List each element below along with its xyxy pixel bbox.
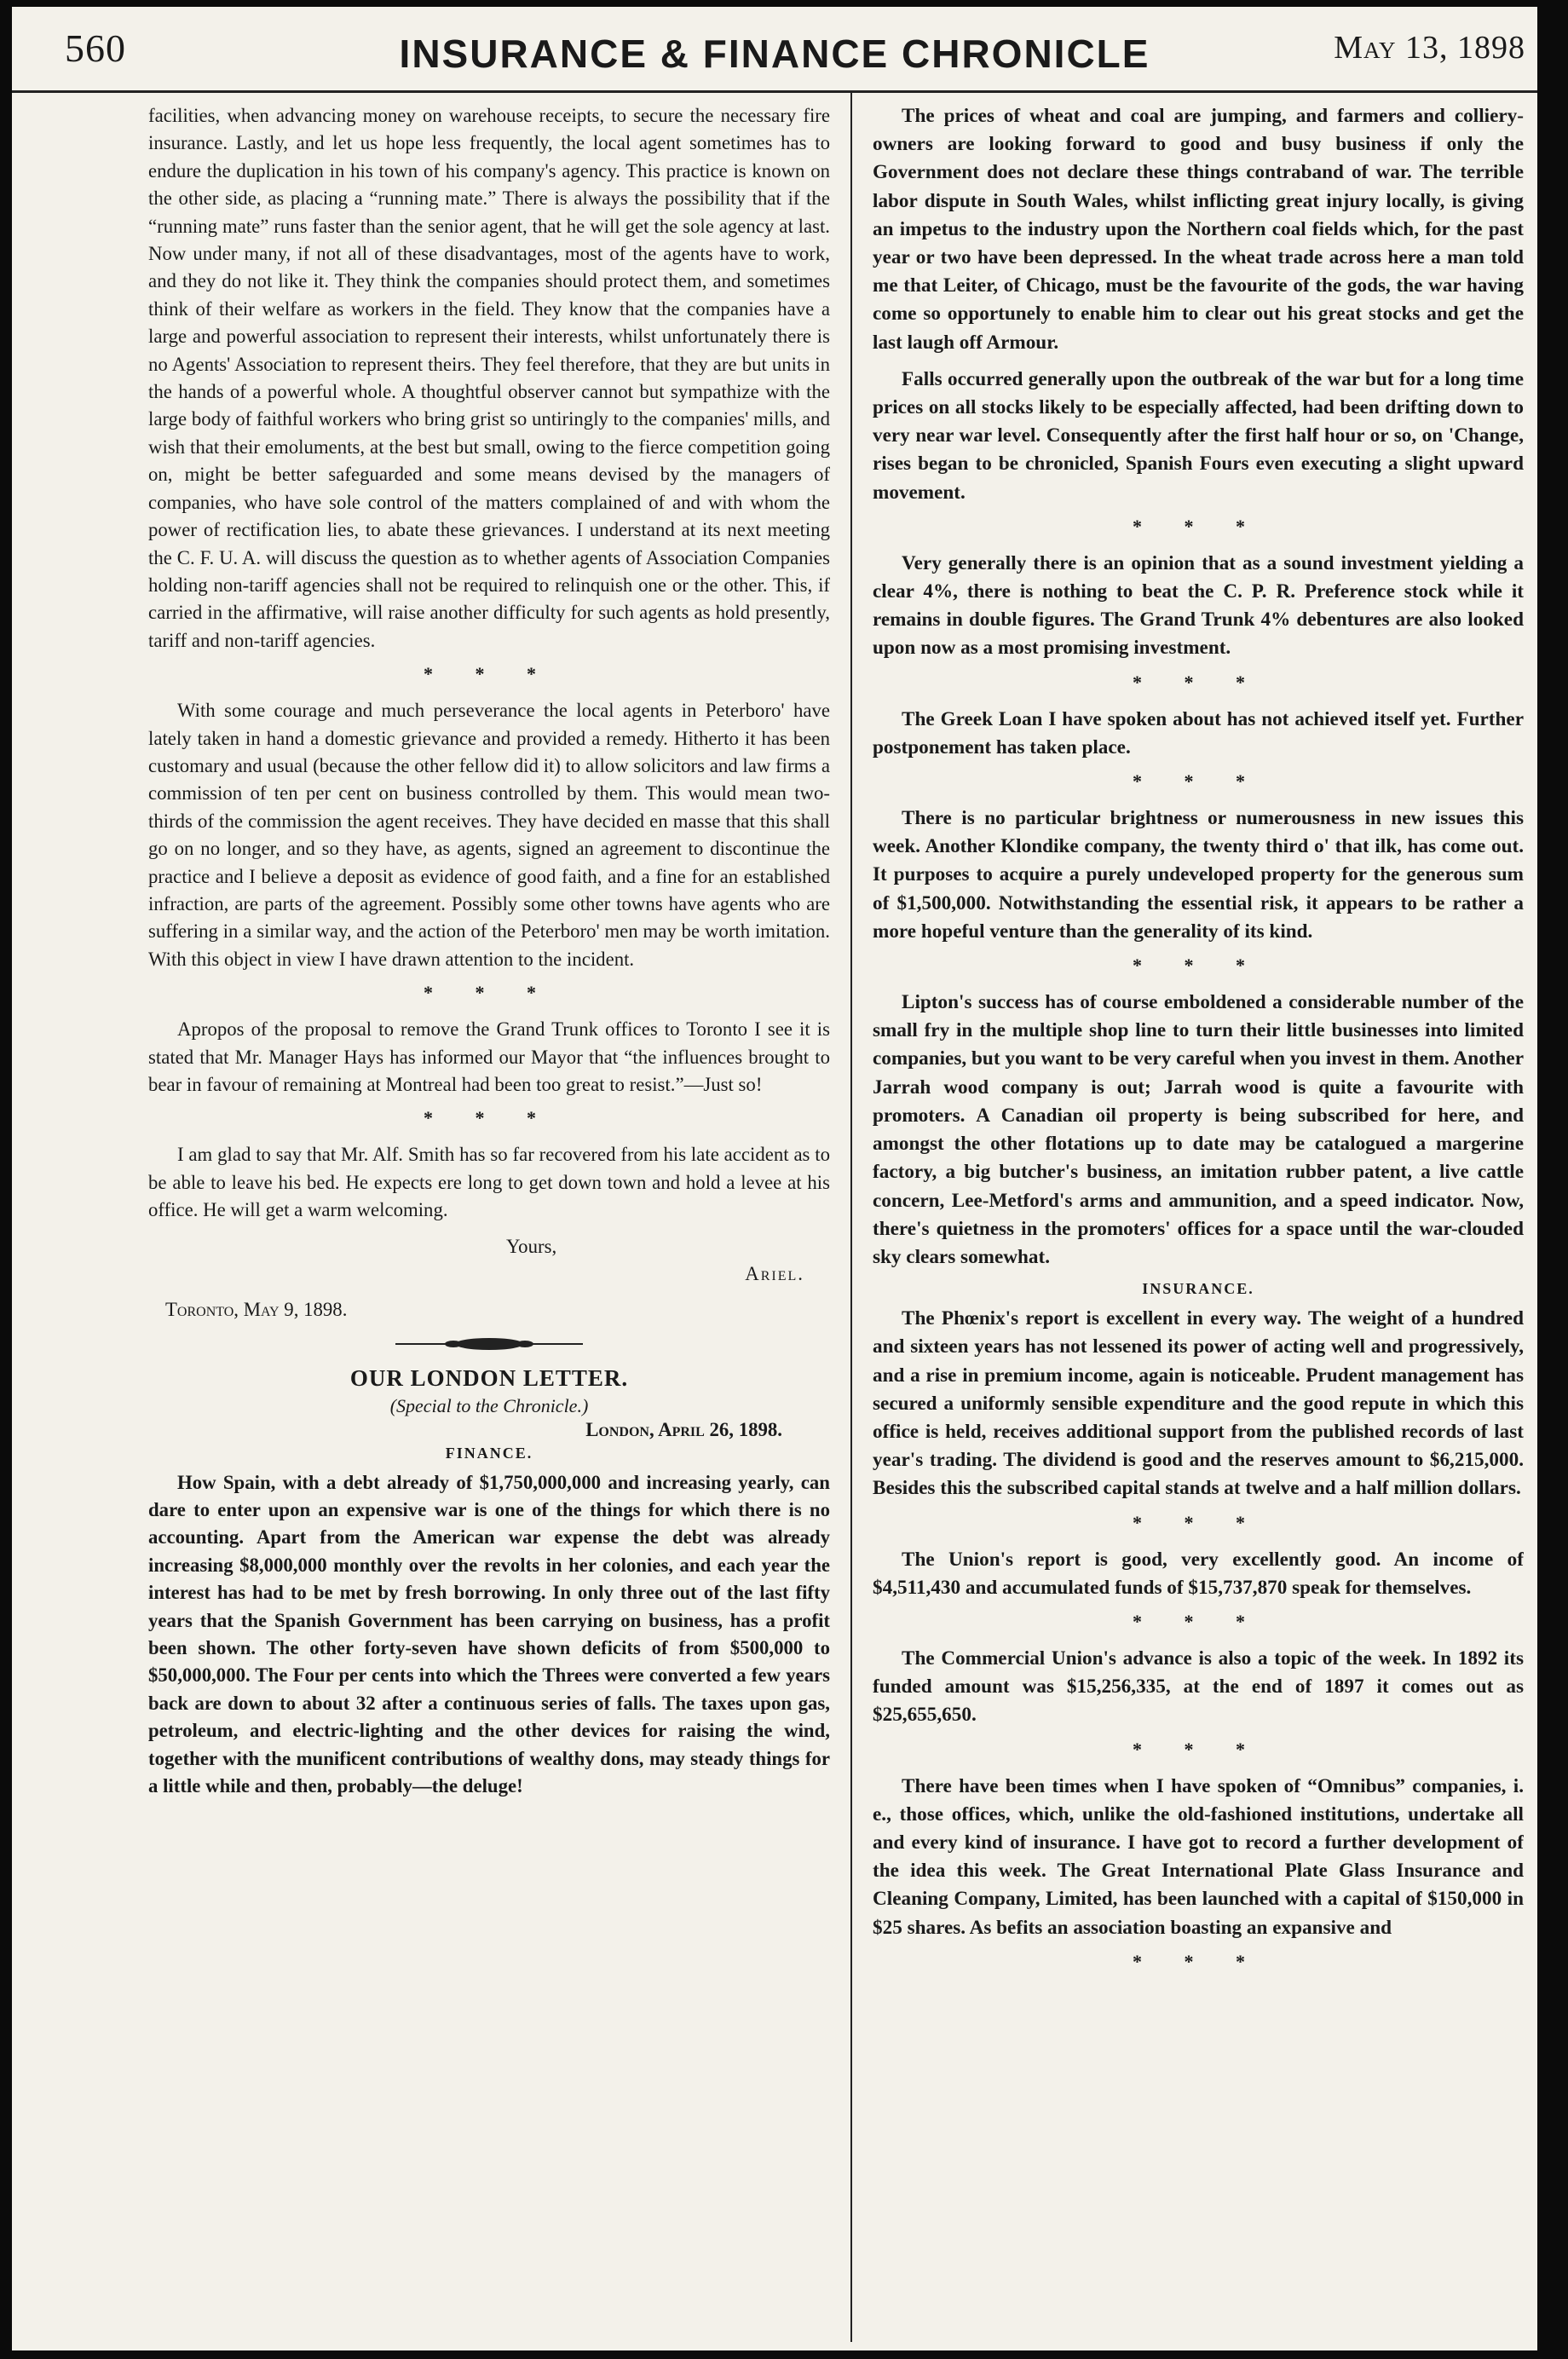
paragraph: Apropos of the proposal to remove the Grand Trunk offices to Toronto I see it is stated that Mr. Manager Hays has informed our Mayor that “the influences brought to bear in favour of remaining at Montreal had been too great to resist.”—Just so! — [148, 1018, 830, 1095]
paragraph: Very generally there is an opinion that as a sound investment yielding a clear 4%, there is nothing to beat the C. P. R. Preference stock while it remains in double figures. The Grand Trunk 4% debentures are also looked upon now as a most promising investment. — [873, 551, 1524, 660]
section-separator: * * * — [1133, 1511, 1264, 1533]
paragraph: The Greek Loan I have spoken about has not achieved itself yet. Further postponement has taken place. — [873, 707, 1524, 758]
subhead-insurance: INSURANCE. — [1142, 1280, 1254, 1298]
paragraph: The Phœnix's report is excellent in every way. The weight of a hundred and sixteen years has not lessened its power of acting well and progressively, and a rise in premium income, again is noticeable. Prudent management has secured a uniformly sensible expenditure and the good repute in which this office is held, receives additional support from the published records of last year's trading. The dividend is good and the reserves amount to $6,215,000. Besides this the subscribed capital stands at twelve and a half million dollars. — [873, 1307, 1524, 1500]
section-separator: * * * — [1133, 1610, 1264, 1632]
section-separator: * * * — [1133, 770, 1264, 793]
newspaper-page — [12, 7, 1537, 2350]
paragraph: How Spain, with a debt already of $1,750,000,000 and increasing yearly, can dare to enter upon an expensive war is one of the things for which there is no accounting. Apart from the American war expense the debt was already increasing $8,000,000 monthly over the revolts in her colonies, and each year the interest has had to be met by fresh borrowing. In only three out of the last fifty years that the Spanish Government has been carrying on business, has a profit been shown. The other forty-seven have shown deficits of from $500,000 to $50,000,000. The Four per cents into which the Threes were converted a few years back are down to about 32 after a continuous series of falls. The taxes upon gas, petroleum, and electric-lighting and the other devices for raising the wind, together with the munificent contributions of wealthy dons, may steady things for a little while and then, probably—the deluge! — [148, 1471, 830, 1797]
right-column — [873, 102, 1524, 2333]
section-separator: * * * — [1133, 515, 1264, 537]
paragraph: The Union's report is good, very excellently good. An income of $4,511,430 and accumulated funds of $15,737,870 speak for themselves. — [873, 1548, 1524, 1599]
section-separator: * * * — [1133, 1738, 1264, 1760]
section-separator: * * * — [1133, 671, 1264, 693]
ornament-divider — [148, 1335, 830, 1357]
paragraph: There is no particular brightness or numerousness in new issues this week. Another Klondike company, the twenty third o' that ilk, has come out. It purposes to acquire a purely undeveloped property for the generous sum of $1,500,000. Notwithstanding the essential risk, it appears to be rather a more hopeful venture than the generality of its kind. — [873, 807, 1524, 943]
place-dateline: London, April 26, 1898. — [585, 1418, 782, 1440]
paragraph: Falls occurred generally upon the outbreak of the war but for a long time prices on all stocks likely to be especially affected, had been drifting down to very near war level. Consequently after the first half hour or so, on 'Change, rises began to be chronicled, Spanish Fours even executing a slight upward movement. — [873, 367, 1524, 504]
section-separator: * * * — [424, 982, 555, 1004]
paragraph: facilities, when advancing money on warehouse receipts, to secure the necessary fire insurance. Lastly, and let us hope less frequently, the local agent sometimes has to endure the duplication in his town of his company's agency. This practice is known on the other side, as placing a “running mate.” There is always the possibility that if the “running mate” runs faster than the senior agent, that he will get the sole agency at last. Now under many, if not all of these disadvantages, most of the agents have to work, and they do not like it. They think the companies should protect them, and sometimes think of their welfare as workers in the field. They know that the companies have a large and powerful association to represent their interests, whilst unfortunately there is no Agents' Association to represent theirs. They feel therefore, that they are but units in the hands of a powerful whole. A thoughtful observer cannot but sympathize with the large body of faithful workers who bring grist so untiringly to the companies' mills, and wish that their emoluments, at the best but small, owing to the fierce competition going on, might be better safeguarded and some means devised by the managers of companies, who have sole control of the matters complained of and with whom the power of rectification lies, to abate these grievances. I understand at its next meeting the C. F. U. A. will discuss the question as to whether agents of Association Companies holding non-tariff agencies shall not be required to relinquish one or the other. This, if carried in the affirmative, will raise another difficulty for such agents as hold presently, tariff and non-tariff agencies. — [148, 105, 830, 651]
left-column — [148, 102, 830, 2333]
closing-yours: Yours, — [506, 1235, 557, 1257]
paragraph: I am glad to say that Mr. Alf. Smith has so far recovered from his late accident as to be able to leave his bed. He expects ere long to get down town and hold a levee at his office. He will get a warm welcoming. — [148, 1144, 830, 1221]
issue-date: May 13, 1898 — [1334, 30, 1525, 66]
section-subtitle: (Special to the Chronicle.) — [389, 1394, 589, 1416]
section-separator: * * * — [424, 663, 555, 685]
subhead-finance: FINANCE. — [445, 1444, 533, 1462]
section-separator: * * * — [1133, 1950, 1264, 1972]
dateline: Toronto, May 9, 1898. — [165, 1298, 348, 1320]
masthead-title: INSURANCE & FINANCE CHRONICLE — [399, 32, 1150, 76]
paragraph: With some courage and much perseverance the local agents in Peterboro' have lately taken in hand a domestic grievance and provided a remedy. Hitherto it has been customary and usual (because the other fellow did it) to allow solicitors and law firms a commission of ten per cent on business controlled by them. This would mean two-thirds of the commission the agent receives. They have decided en masse that this shall go on no longer, and so they have, as agents, signed an agreement to discontinue the practice and I believe a deposit as evidence of good faith, and a fine for an established infraction, are parts of the agreement. Possibly some other towns have agents who are suffering in a similar way, and the action of the Peterboro' men may be worth imitation. With this object in view I have drawn attention to the incident. — [148, 700, 830, 970]
author-signature: Ariel. — [745, 1262, 804, 1284]
section-separator: * * * — [1133, 955, 1264, 977]
paragraph: The Commercial Union's advance is also a topic of the week. In 1892 its funded amount was $15,256,335, at the end of 1897 it comes out as $25,655,650. — [873, 1647, 1524, 1727]
paragraph: There have been times when I have spoken of “Omnibus” companies, i. e., those offices, which, unlike the old-fashioned institutions, undertake all and every kind of insurance. I have got to record a further development of the idea this week. The Great International Plate Glass Insurance and Cleaning Company, Limited, has been launched with a capital of $150,000 in $25 shares. As befits an association boasting an expansive and — [873, 1774, 1524, 1939]
paragraph: Lipton's success has of course emboldened a considerable number of the small fry in the multiple shop line to turn their little businesses into limited companies, but you want to be very careful when you invest in them. Another Jarrah wood company is out; Jarrah wood is quite a favourite with promoters. A Canadian oil property is being subscribed for here, and amongst the other flotations up to date may be catalogued a margerine factory, a big butcher's business, an imitation rubber patent, a live cattle concern, Lee-Metford's arms and ammunition, and a speed indicator. Now, there's quietness in the promoters' offices for a space until the war-clouded sky clears somewhat. — [873, 991, 1524, 1268]
page-header — [12, 7, 1537, 93]
page-number: 560 — [65, 26, 126, 70]
paragraph: The prices of wheat and coal are jumping, and farmers and colliery-owners are looking forward to good and busy business if only the Government does not declare these things contraband of war. The terrible labor dispute in South Wales, whilst inflicting great injury locally, is giving an impetus to the industry upon the Northern coal fields which, for the past year or two have been depressed. In the wheat trade across here a man told me that Leiter, of Chicago, must be the favourite of the gods, the war having come so opportunely to enable him to clear out his great stocks and get the last laugh off Armour. — [873, 105, 1524, 354]
section-title: OUR LONDON LETTER. — [349, 1364, 629, 1391]
column-divider — [850, 92, 852, 2342]
signoff — [148, 1233, 830, 1288]
section-separator: * * * — [424, 1107, 555, 1129]
